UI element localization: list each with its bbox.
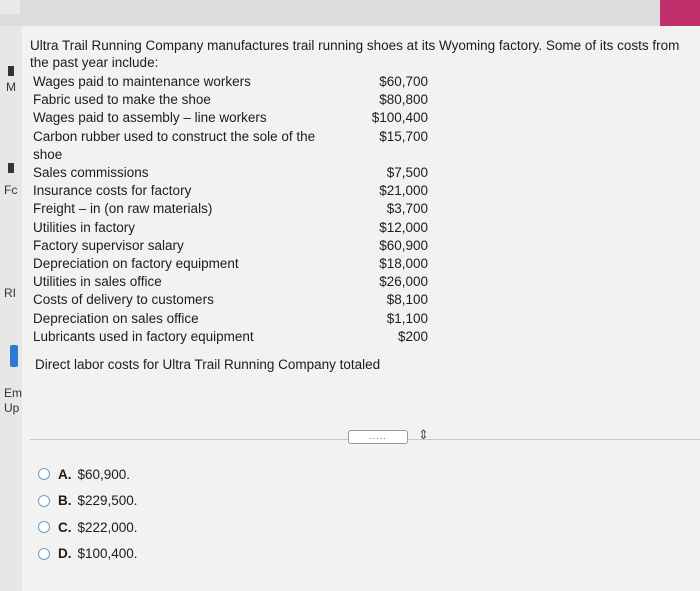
cost-amount: $3,700 <box>386 201 428 217</box>
cost-row <box>33 255 428 273</box>
cost-amount: $200 <box>397 328 428 344</box>
cost-row <box>33 164 428 182</box>
cost-label: Costs of delivery to customers <box>33 292 214 308</box>
cost-label: Freight – in (on raw materials) <box>33 201 213 217</box>
cost-label: Lubricants used in factory equipment <box>33 328 254 344</box>
radio-button[interactable] <box>38 495 50 507</box>
cost-label: Fabric used to make the shoe <box>33 92 211 108</box>
back-tab[interactable] <box>0 0 20 14</box>
option-value: $229,500. <box>77 493 138 509</box>
cost-label: Sales commissions <box>33 165 149 181</box>
option-letter: D. <box>58 546 72 562</box>
expand-ellipsis-button[interactable]: ..... <box>348 430 408 444</box>
cost-label: Utilities in factory <box>33 219 136 235</box>
panel-marker-icon <box>8 163 14 173</box>
option-letter: B. <box>58 493 72 509</box>
question-prompt: Direct labor costs for Ultra Trail Running Company totaled <box>35 357 381 372</box>
cost-amount: $12,000 <box>379 219 428 235</box>
option-value: $60,900. <box>77 466 131 482</box>
cost-row <box>33 273 428 291</box>
panel-marker-icon <box>8 66 14 76</box>
cost-label: Insurance costs for factory <box>33 183 192 199</box>
option-value: $222,000. <box>77 519 138 535</box>
cost-row <box>33 291 428 309</box>
option-a[interactable] <box>38 461 138 488</box>
side-fragment-fc: Fc <box>4 183 18 197</box>
side-fragment-ri: RI <box>4 286 16 300</box>
cost-label: Carbon rubber used to construct the sole of the shoe <box>33 128 316 162</box>
cost-label: Factory supervisor salary <box>33 237 184 253</box>
accent-edge <box>660 0 700 26</box>
cost-amount: $80,800 <box>379 92 428 108</box>
question-text: Ultra Trail Running Company manufactures trail running shoes at its Wyoming factory. Some of its costs from the past year include: <box>30 38 680 70</box>
side-fragment-up: Up <box>4 401 20 415</box>
cost-amount: $7,500 <box>386 165 428 181</box>
cost-amount: $60,900 <box>379 237 428 253</box>
side-fragment-m: M <box>6 80 16 94</box>
cost-list <box>33 73 428 346</box>
cost-label: Depreciation on factory equipment <box>33 256 239 272</box>
cost-row <box>33 200 428 218</box>
cost-row <box>33 128 428 164</box>
cost-label: Wages paid to maintenance workers <box>33 74 251 89</box>
cost-label: Depreciation on sales office <box>33 310 199 326</box>
option-b[interactable] <box>38 488 138 515</box>
cost-row <box>33 310 428 328</box>
option-c[interactable] <box>38 514 138 541</box>
cost-row <box>33 219 428 237</box>
cost-amount: $18,000 <box>379 256 428 272</box>
radio-button[interactable] <box>38 548 50 560</box>
resize-icon[interactable]: ⇕ <box>418 427 429 442</box>
cost-amount: $60,700 <box>379 74 428 89</box>
radio-button[interactable] <box>38 468 50 480</box>
cost-amount: $1,100 <box>386 310 428 326</box>
side-blue-marker <box>10 345 18 367</box>
cost-amount: $21,000 <box>379 183 428 199</box>
cost-label: Utilities in sales office <box>33 274 162 290</box>
cost-amount: $15,700 <box>379 128 428 144</box>
cost-amount: $8,100 <box>386 292 428 308</box>
side-fragment-em: Em <box>4 386 22 400</box>
option-letter: A. <box>58 466 72 482</box>
cost-row <box>33 91 428 109</box>
option-value: $100,400. <box>77 546 138 562</box>
window-top-bar <box>0 0 700 26</box>
cost-row <box>33 109 428 127</box>
cost-row <box>33 73 428 91</box>
cost-row <box>33 328 428 346</box>
radio-button[interactable] <box>38 521 50 533</box>
cost-row <box>33 237 428 255</box>
cost-amount: $26,000 <box>379 274 428 290</box>
cost-label: Wages paid to assembly – line workers <box>33 110 267 126</box>
answer-options <box>38 461 138 567</box>
option-letter: C. <box>58 519 72 535</box>
cost-row <box>33 182 428 200</box>
option-d[interactable] <box>38 541 138 568</box>
cost-amount: $100,400 <box>371 110 428 126</box>
left-panel-strip <box>0 26 22 591</box>
